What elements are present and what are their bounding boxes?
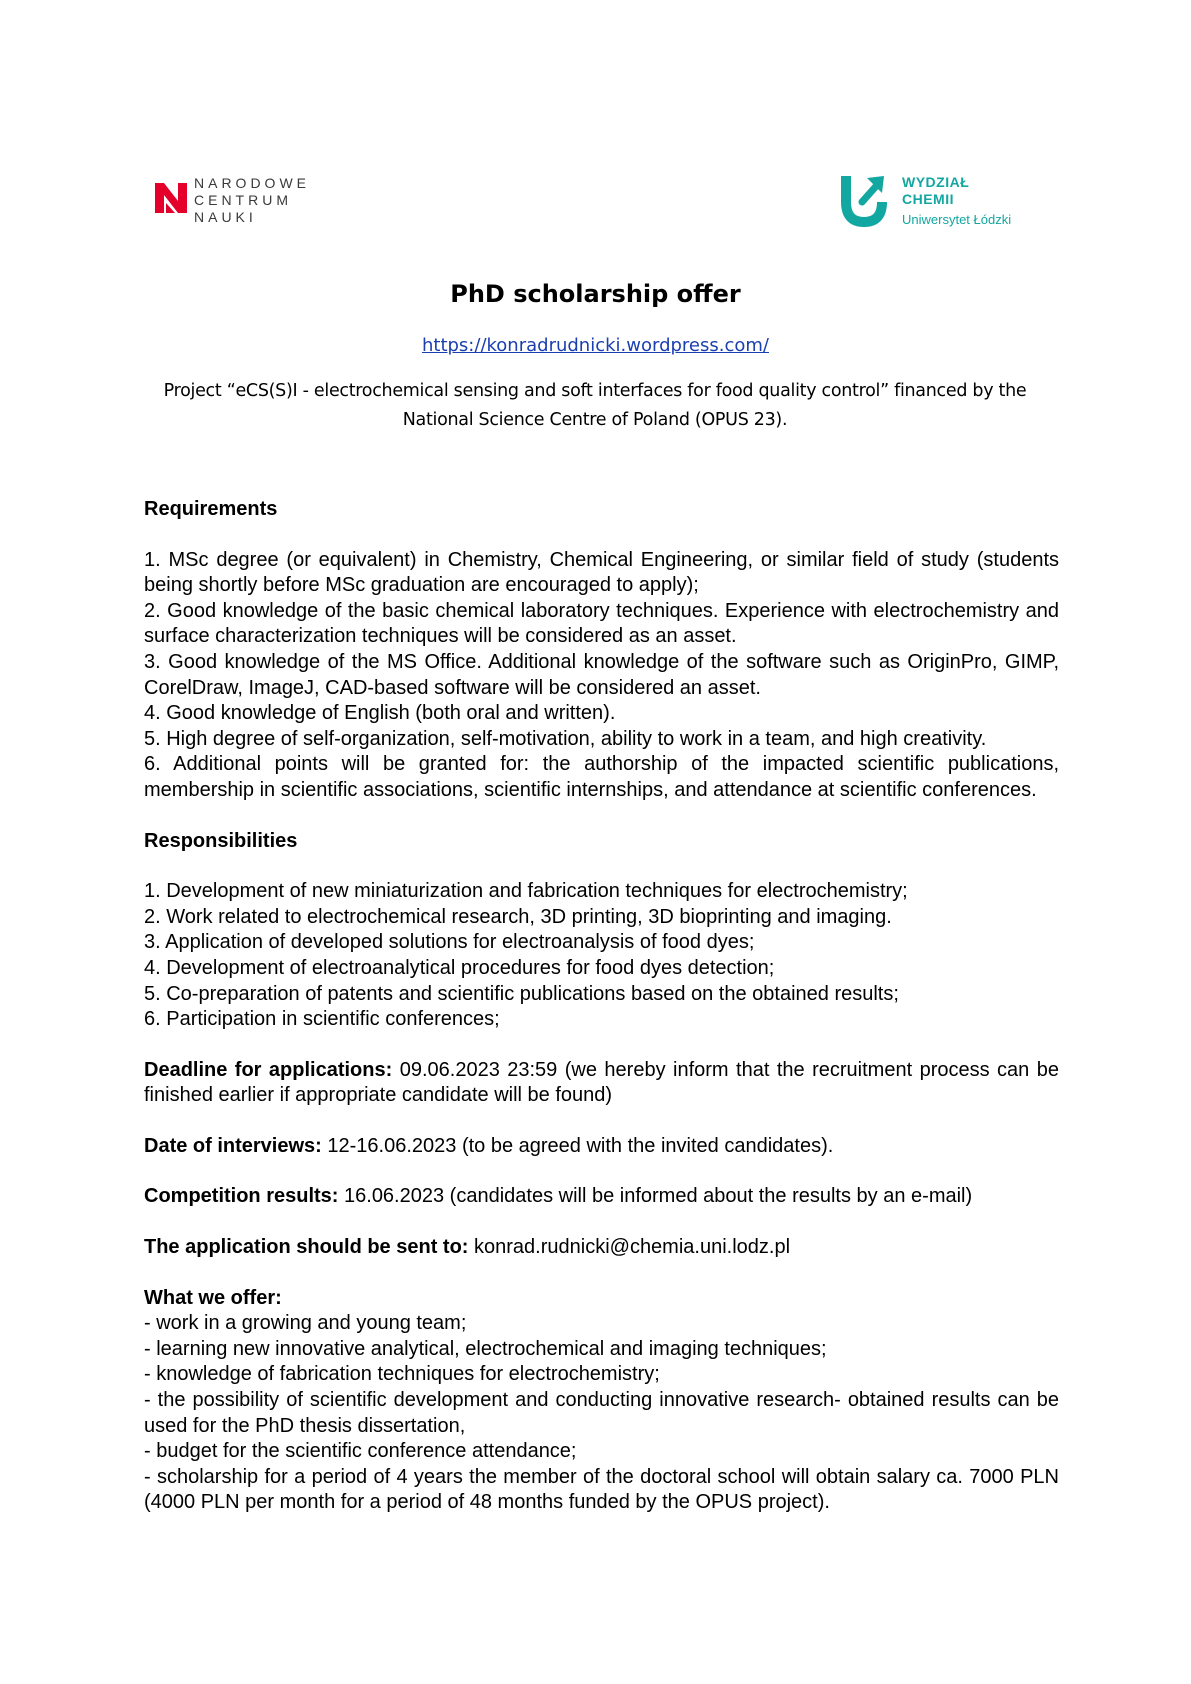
- application-label: The application should be sent to:: [144, 1236, 469, 1259]
- list-item: 2. Good knowledge of the basic chemical laboratory techniques. Experience with electrochemistry and surface characterization techniques will be considered as an asset.: [144, 599, 1059, 648]
- interviews-label: Date of interviews:: [144, 1134, 322, 1157]
- application-paragraph: [144, 1235, 1059, 1261]
- list-item: 3. Application of developed solutions for electroanalysis of food dyes;: [144, 931, 755, 954]
- interviews-text: 12-16.06.2023 (to be agreed with the invited candidates).: [321, 1134, 834, 1157]
- list-item: 5. High degree of self-organization, self-motivation, ability to work in a team, and high creativity.: [144, 727, 987, 750]
- website-link[interactable]: https://konradrudnicki.wordpress.com/: [421, 335, 769, 356]
- deadline-paragraph: [144, 1058, 1059, 1109]
- results-text: 16.06.2023 (candidates will be informed about the results by an e-mail): [338, 1185, 973, 1208]
- project-description: Project “eCS(S)I - electrochemical sensing and soft interfaces for food quality control” financed by the National Science Centre of Poland (OPUS 23).: [163, 381, 1027, 430]
- list-item: 2. Work related to electrochemical research, 3D printing, 3D bioprinting and imaging.: [144, 905, 892, 928]
- responsibilities-list: [144, 879, 1059, 1033]
- faculty-mark-icon: [840, 172, 888, 228]
- application-email[interactable]: konrad.rudnicki@chemia.uni.lodz.pl: [468, 1236, 791, 1259]
- offer-heading: What we offer:: [144, 1286, 282, 1309]
- list-item: 1. MSc degree (or equivalent) in Chemistry, Chemical Engineering, or similar field of study (students being shortly before MSc graduation are encouraged to apply);: [144, 548, 1059, 597]
- page-title: PhD scholarship offer: [450, 280, 741, 308]
- ncn-wordmark: [194, 175, 310, 226]
- list-item: 6. Additional points will be granted for: the authorship of the impacted scientific publications, membership in scientific associations, scientific internships, and attendance at scientific conferences.: [144, 753, 1059, 801]
- ncn-line-1: NARODOWE: [194, 175, 310, 191]
- list-item: 6. Participation in scientific conferences;: [144, 1008, 500, 1031]
- faculty-line-1: WYDZIAŁ: [902, 174, 970, 190]
- list-item: - learning new innovative analytical, electrochemical and imaging techniques;: [144, 1337, 827, 1360]
- list-item: 4. Development of electroanalytical procedures for food dyes detection;: [144, 956, 775, 979]
- list-item: - the possibility of scientific development and conducting innovative research- obtained results can be used for the PhD thesis dissertation,: [144, 1389, 1059, 1437]
- ncn-line-2: CENTRUM: [194, 192, 292, 208]
- list-item: - budget for the scientific conference attendance;: [144, 1440, 577, 1463]
- list-item: 3. Good knowledge of the MS Office. Additional knowledge of the software such as OriginPro, GIMP, CorelDraw, ImageJ, CAD-based software will be considered an asset.: [144, 650, 1059, 699]
- faculty-logo: [840, 170, 1040, 234]
- offer-list: [144, 1311, 1059, 1516]
- requirements-heading: Requirements: [144, 498, 278, 520]
- faculty-line-2: CHEMII: [902, 191, 954, 207]
- faculty-line-3: Uniwersytet Łódzki: [902, 212, 1012, 227]
- deadline-label: Deadline for applications:: [144, 1058, 393, 1081]
- document-body: [144, 497, 1059, 1516]
- interviews-paragraph: [144, 1134, 1059, 1160]
- list-item: 4. Good knowledge of English (both oral and written).: [144, 702, 616, 725]
- requirements-list: [144, 548, 1059, 804]
- list-item: - work in a growing and young team;: [144, 1312, 467, 1335]
- list-item: - knowledge of fabrication techniques for electrochemistry;: [144, 1363, 660, 1386]
- results-label: Competition results:: [144, 1185, 339, 1208]
- list-item: 1. Development of new miniaturization and fabrication techniques for electrochemistry;: [144, 880, 908, 903]
- list-item: - scholarship for a period of 4 years the member of the doctoral school will obtain salary ca. 7000 PLN (4000 PLN per month for a period of 48 months funded by the OPUS project).: [144, 1465, 1059, 1514]
- ncn-line-3: NAUKI: [194, 209, 257, 225]
- ncn-mark-icon: [155, 183, 187, 213]
- list-item: 5. Co-preparation of patents and scientific publications based on the obtained results;: [144, 982, 899, 1005]
- responsibilities-heading: Responsibilities: [144, 829, 298, 852]
- ncn-logo: [152, 174, 322, 230]
- results-paragraph: [144, 1184, 1059, 1210]
- deadline-text: 09.06.2023 23:59 (we hereby inform that the recruitment process can be finished earlier if appropriate candidate will be found): [144, 1058, 1059, 1107]
